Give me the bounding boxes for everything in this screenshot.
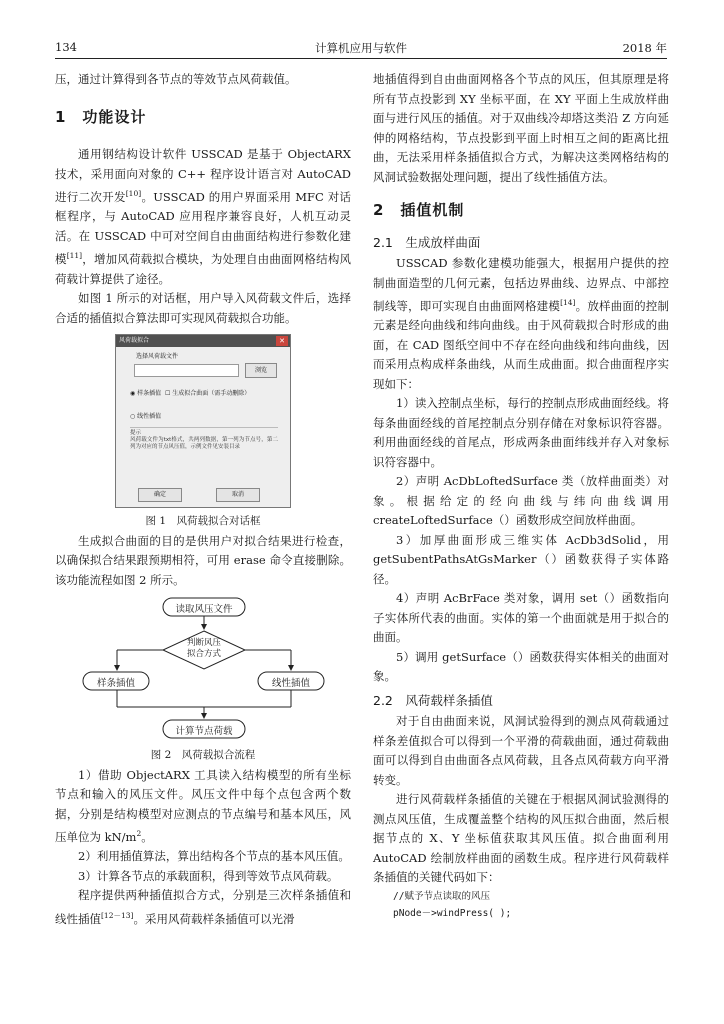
paragraph bbox=[55, 886, 351, 929]
journal-name: 计算机应用与软件 bbox=[315, 41, 407, 55]
left-column bbox=[55, 70, 351, 929]
paragraph: 3）加厚曲面形成三维实体 AcDb3dSolid，用 getSubentPathsAtGsMarker（）函数获得子实体路径。 bbox=[373, 532, 669, 586]
tip-box bbox=[130, 427, 278, 483]
section-heading: 1 功能设计 bbox=[55, 107, 147, 126]
file-label: 选择风荷载文件 bbox=[136, 353, 179, 361]
browse-button[interactable]: 浏览 bbox=[245, 363, 277, 378]
flowchart-figure bbox=[55, 594, 351, 744]
flow-decision-label bbox=[163, 638, 245, 660]
right-column bbox=[373, 70, 669, 922]
paragraph bbox=[55, 766, 351, 848]
spline-radio[interactable]: ◉ 样条插值 bbox=[130, 390, 162, 398]
paragraph: 地插值得到自由曲面网格各个节点的风压，但其原理是将所有节点投影到 XY 坐标平面，在 XY 平面上生成放样曲面与进行风压的插值。对于双曲线冷却塔这类沿 Z 方向延伸的网格结构，节点投影到平面上时相互之间的距离比扭曲，无法采用样条插值拟合方式，为解决这类网格结构的风洞试验数据处理问题，提出了线性插值方法。 bbox=[373, 72, 669, 184]
figure-caption: 图 1 风荷载拟合对话框 bbox=[145, 515, 261, 528]
file-path-input[interactable] bbox=[134, 364, 239, 377]
code-line: //赋予节点读取的风压 bbox=[393, 890, 490, 902]
paragraph: 5）调用 getSurface（）函数获得实体相关的曲面对象。 bbox=[373, 649, 669, 684]
paragraph: 压，通过计算得到各节点的等效节点风荷载值。 bbox=[55, 72, 297, 86]
paragraph: 进行风荷载样条插值的关键在于根据风洞试验测得的测点风压值，生成覆盖整个结构的风压拟合曲面，然后根据节点的 X、Y 坐标值获取其风压值。拟合曲面利用 AutoCAD 绘制放样曲面的函数生成。程序进行风荷载样条插值的关键代码如下： bbox=[373, 792, 669, 885]
citation: [10] bbox=[125, 189, 142, 198]
text: ，增加风荷载拟合模块，为处理自由曲面网格结构风荷载计算提供了途径。 bbox=[55, 252, 352, 286]
paragraph: 2）利用插值算法，算出结构各个节点的基本风压值。 bbox=[78, 849, 350, 864]
running-header bbox=[55, 36, 667, 58]
cancel-button[interactable]: 取消 bbox=[216, 488, 260, 502]
dialog-titlebar bbox=[116, 335, 290, 347]
flow-linear-label: 线性插值 bbox=[271, 678, 310, 690]
text: USSCAD 参数化建模功能强大，根据用户提供的控制曲面造型的几何元素，包括边界曲线、边界点、中部控制线等，即可实现自由曲面网格建模 bbox=[373, 256, 669, 313]
section-heading: 2 插值机制 bbox=[373, 201, 465, 219]
paragraph: 对于自由曲面来说，风洞试验得到的测点风荷载通过样条差值拟合可以得到一个平滑的荷载曲面，通过荷载曲面可以得到自由曲面各点风荷载，且各点风荷载方向平滑转变。 bbox=[373, 714, 669, 787]
citation: [14] bbox=[560, 298, 576, 307]
tip-title: 提示 bbox=[130, 430, 142, 437]
text: 。 bbox=[141, 829, 153, 844]
text: 。放样曲面的控制元素是经向曲线和纬向曲线。由于风荷载拟合时形成的曲面，在 CAD 图纸空间中不存在经向曲线和纬向曲线，因而采用点构成样条曲线，从而生成曲面。拟合曲面程序实现如下： bbox=[373, 298, 669, 391]
close-icon[interactable]: ✕ bbox=[276, 336, 288, 346]
paragraph: 3）计算各节点的承载面积，得到等效节点风荷载。 bbox=[78, 868, 339, 883]
flow-compute-label: 计算节点荷载 bbox=[175, 726, 233, 738]
decision-line: 判断风压 bbox=[186, 638, 221, 649]
flow-spline-label: 样条插值 bbox=[96, 678, 135, 690]
paragraph: 生成拟合曲面的目的是供用户对拟合结果进行检查，以确保拟合结果跟预期相符，可用 erase 命令直接删除。该功能流程如图 2 所示。 bbox=[55, 533, 351, 587]
paragraph: 如图 1 所示的对话框，用户导入风荷载文件后，选择合适的插值拟合算法即可实现风荷载拟合功能。 bbox=[55, 291, 351, 325]
code-line: pNode－>windPress( ); bbox=[393, 907, 512, 919]
text: 程序提供两种插值拟合方式，分别是三次样条插值和线性插值 bbox=[55, 888, 351, 926]
spline-option[interactable] bbox=[130, 390, 250, 398]
paragraph: 4）声明 AcBrFace 类对象，调用 set（）函数指向子实体所代表的曲面。实体的第一个曲面就是用于拟合的曲面。 bbox=[373, 591, 669, 645]
text: 1）借助 ObjectARX 工具读入结构模型的所有坐标节点和输入的风压文件。风压文件中每个点包含两个数据，分别是结构模型对应测点的节点编号和基本风压，风压单位为 kN/m bbox=[55, 767, 351, 844]
subsection-heading: 2.1 生成放样曲面 bbox=[373, 234, 481, 250]
decision-line: 拟合方式 bbox=[186, 649, 221, 660]
citation: [12－13] bbox=[101, 910, 134, 920]
superscript: 2 bbox=[136, 829, 142, 839]
dialog-title: 风荷载拟合 bbox=[119, 337, 150, 345]
surface-checkbox[interactable]: ☐ 生成拟合曲面（需手动删除） bbox=[164, 390, 251, 398]
page-number: 134 bbox=[55, 40, 77, 54]
flow-read-label: 读取风压文件 bbox=[175, 604, 233, 616]
text: 。USSCAD 的用户界面采用 MFC 对话框程序，与 AutoCAD 应用程序兼容良好，人机互动灵活。在 USSCAD 中可对空间自由曲面结构进行参数化建模 bbox=[55, 189, 352, 267]
paragraph bbox=[373, 254, 669, 394]
paragraph: 1）读入控制点坐标，每行的控制点形成曲面经线。将每条曲面经线的首尾控制点分别存储在对象标识符容器。利用曲面经线的首尾点，形成两条曲面纬线并存入对象标识符容器中。 bbox=[373, 396, 669, 469]
wind-load-dialog-figure bbox=[115, 334, 291, 508]
text: 。采用风荷载样条插值可以光滑 bbox=[133, 911, 295, 926]
tip-text: 风荷载文件为txt格式，共两列数据，第一列为节点号，第二列为对应的节点风压值，示例文件见安装目录 bbox=[130, 437, 278, 451]
text: 通用钢结构设计软件 USSCAD 是基于 ObjectARX 技术，采用面向对象的 C++ 程序设计语言对 AutoCAD 进行二次开发 bbox=[55, 147, 351, 204]
ok-button[interactable]: 确定 bbox=[138, 488, 182, 502]
figure-caption: 图 2 风荷载拟合流程 bbox=[150, 749, 256, 762]
publication-year: 2018 年 bbox=[622, 41, 667, 55]
subsection-heading: 2.2 风荷载样条插值 bbox=[373, 692, 493, 708]
paragraph: 2）声明 AcDbLoftedSurface 类（放样曲面类）对象。根据给定的经向曲线与纬向曲线调用 createLoftedSurface（）函数形成空间放样曲面。 bbox=[373, 474, 669, 528]
linear-radio[interactable]: ○ 线性插值 bbox=[130, 413, 162, 421]
citation: [11] bbox=[66, 251, 83, 261]
paragraph bbox=[55, 145, 351, 289]
header-rule bbox=[55, 58, 667, 59]
